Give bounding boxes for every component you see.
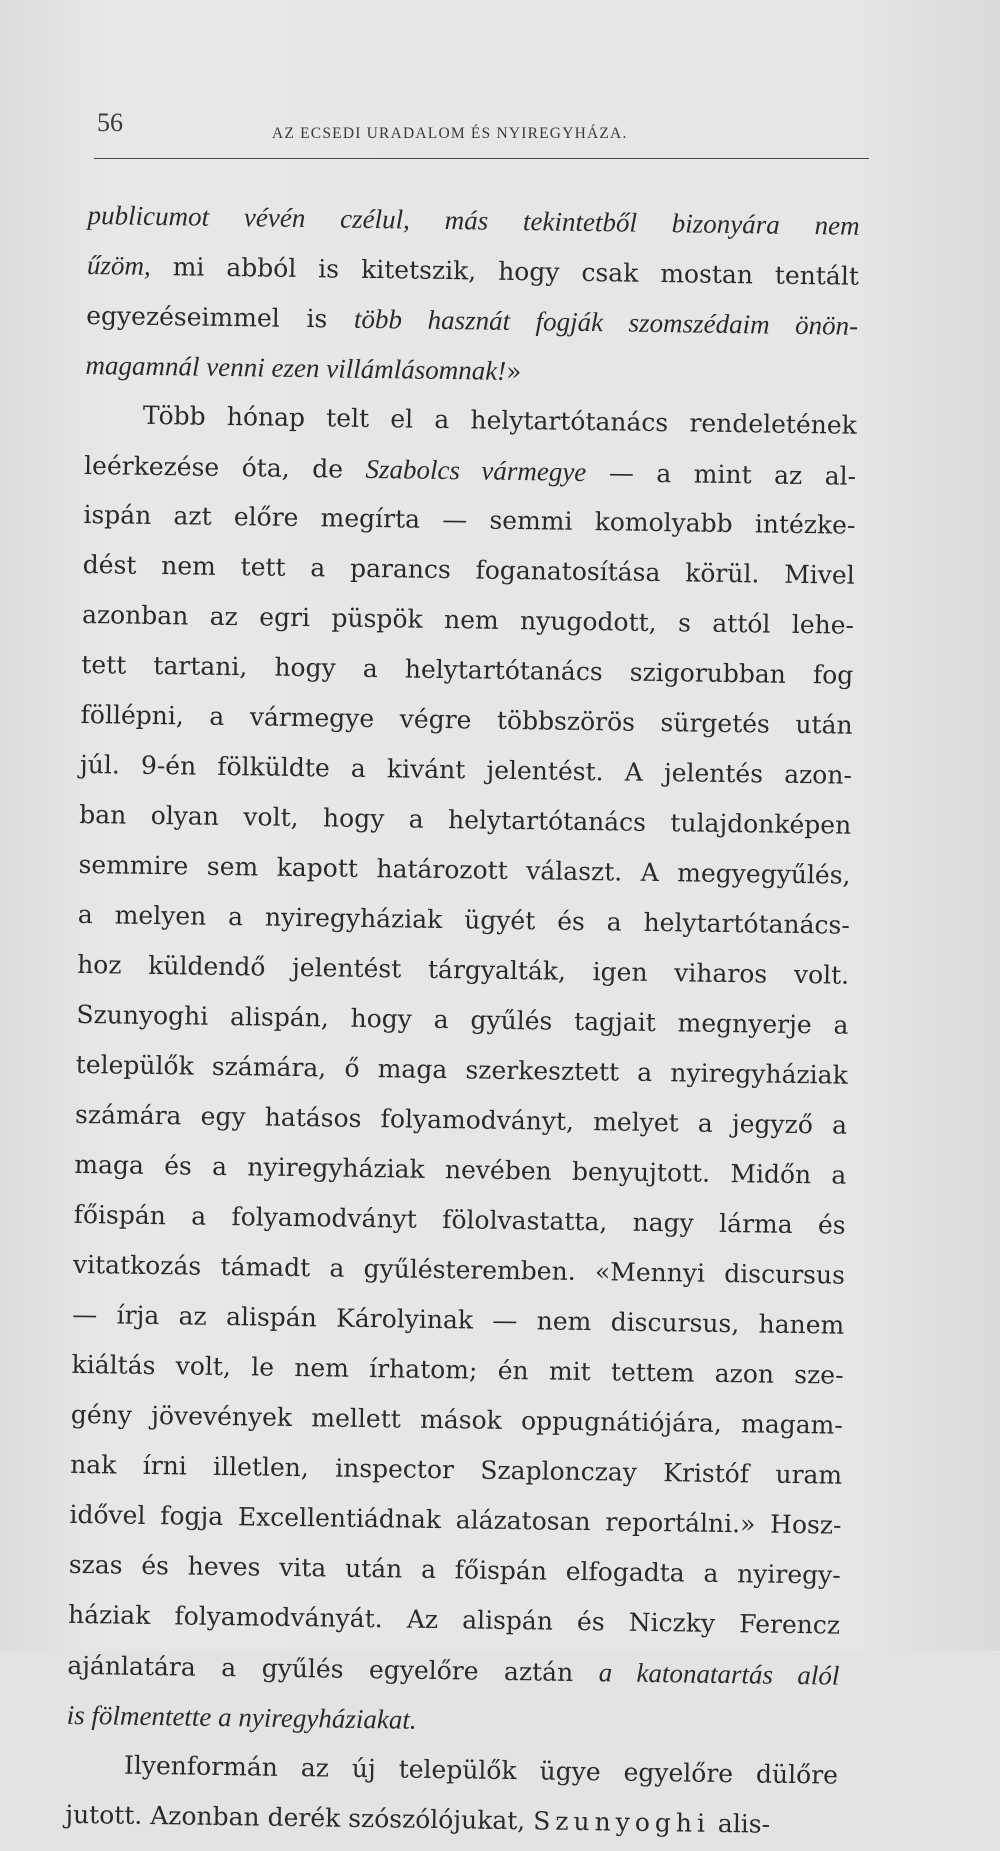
text-span: főispán a folyamodványt fölolvastatta, nagy lárma és xyxy=(73,1199,846,1240)
text-span: egyezéseimmel is xyxy=(86,300,355,334)
text-span: Több hónap telt el a helytartótanács rendeletének xyxy=(142,400,857,440)
italic-text: a katonatartás alól xyxy=(598,1657,840,1691)
text-span: júl. 9-én fölküldte a kivánt jelentést. A jelentés azon- xyxy=(79,749,853,790)
text-span: számára egy hatásos folyamodványt, melyet a jegyző a xyxy=(74,1099,848,1140)
text-span: alis- xyxy=(709,1808,771,1839)
text-span: leérkezése óta, de xyxy=(83,450,366,484)
italic-text: Szabolcs vármegye xyxy=(365,453,587,487)
text-span: Ilyenformán az új települők ügye egyelőre dülőre xyxy=(123,1750,839,1790)
text-span: — írja az alispán Károlyinak — nem discursus, hanem xyxy=(72,1299,845,1340)
page-number: 56 xyxy=(97,108,123,137)
header-rule xyxy=(94,158,869,159)
text-span: azonban az egri püspök nem nyugodott, s attól lehe- xyxy=(81,599,855,640)
text-span: jutott. Azonban derék szószólójukat, xyxy=(65,1799,534,1836)
text-span: föllépni, a vármegye végre többszörös sürgetés után xyxy=(80,699,853,740)
text-span: hoz küldendő jelentést tárgyalták, igen viharos volt. xyxy=(76,949,850,990)
text-span: Szunyoghi xyxy=(532,1806,711,1838)
text-span: kiáltás volt, le nem írhatom; én mit tettem azon sze- xyxy=(71,1349,844,1390)
text-span: háziak folyamodványát. Az alispán és Niczky Ferencz xyxy=(67,1599,841,1640)
italic-text: is fölmentette a nyiregyháziakat. xyxy=(66,1699,417,1735)
text-span: — a mint az al- xyxy=(586,457,857,491)
italic-text: magamnál venni ezen villámlásomnak! xyxy=(85,349,507,386)
text-span: dést nem tett a parancs foganatosítása körül. Mivel xyxy=(82,549,855,590)
italic-text: több hasznát fogják szomszédaim önön- xyxy=(353,303,859,341)
text-span: nak írni illetlen, inspector Szaplonczay Kristóf uram xyxy=(70,1449,843,1490)
text-span: mi abból is kitetszik, hogy csak mostan tentált xyxy=(150,251,860,291)
running-title: AZ ECSEDI URADALOM ÉS NYIREGYHÁZA. xyxy=(272,125,628,142)
text-span: ajánlatára a gyűlés egyelőre aztán xyxy=(67,1650,599,1688)
text-span: települők számára, ő maga szerkesztett a nyiregyháziak xyxy=(75,1049,848,1090)
text-span: idővel fogja Excellentiádnak alázatosan reportálni.» Hosz- xyxy=(69,1499,842,1540)
text-span: szas és heves vita után a főispán elfogadta a nyiregy- xyxy=(68,1549,841,1590)
text-span: semmire sem kapott határozott választ. A megyegyűlés, xyxy=(78,849,851,890)
body-text xyxy=(65,190,860,1851)
text-span: ispán azt előre megírta — semmi komolyabb intézke- xyxy=(83,499,856,540)
text-span: ban olyan volt, hogy a helytartótanács tulajdonképen xyxy=(79,799,852,840)
italic-text: űzöm, xyxy=(86,249,151,281)
text-span: » xyxy=(505,356,522,387)
text-span: Szunyoghi alispán, hogy a gyűlés tagjait megnyerje a xyxy=(76,999,849,1040)
running-head xyxy=(0,0,1000,170)
italic-text: publicumot vévén czélul, más tekintetből bizonyára nem xyxy=(87,199,860,241)
text-span: vitatkozás támadt a gyűlésteremben. «Mennyi discursus xyxy=(72,1249,846,1290)
text-span: a melyen a nyiregyháziak ügyét és a helytartótanács- xyxy=(77,899,851,940)
text-span: maga és a nyiregyháziak nevében benyujtott. Midőn a xyxy=(74,1149,847,1190)
text-span: gény jövevények mellett mások oppugnátiójára, magam- xyxy=(70,1399,844,1440)
text-span: tett tartani, hogy a helytartótanács szigorubban fog xyxy=(81,649,854,690)
text-line xyxy=(65,1790,838,1851)
